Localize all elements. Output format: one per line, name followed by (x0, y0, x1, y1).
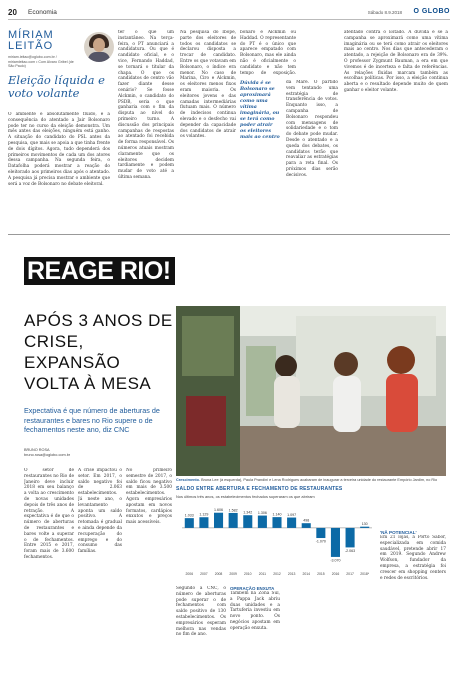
article-text-5: Também na Zona Sul, a Pappa Jack abriu duas unidades e a Tartuferia investiu em novo ponto. Os negócios apostam em operação enxuta. (230, 591, 280, 631)
chart-value-label: 1.140 (272, 512, 282, 517)
dateline: Sábado 8.9.2018 (367, 10, 402, 15)
pull-quote: Dúvida é se Bolsonaro se aproximará como uma vítima imaginária, ou se terá como poder atrair os eleitores mais ao centro (240, 80, 280, 140)
article-text-1: O setor de restaurantes no Rio de Janeiro deve incluir 2018 em seu balanço a volta ao crescimento de novas unidades depois de três anos de retração. A expectativa é de que o número de aberturas de restaurantes e bares volte a superar o de fechamentos. Entre 2015 e 2017, foram mais de 3.600 fechamentos. (24, 468, 74, 560)
chart-bar (331, 528, 340, 557)
chart-value-label: 130 (361, 522, 368, 527)
chart-value-label: 1.606 (214, 508, 224, 513)
column-text-3: Na pesquisa do Ibope, parte dos eleitores de todos os candidatos se declarou disposta a trocar de candidato. Entre os que votavam em Bolsonaro, o índice era menor. No caso de Marina, Ciro e Alckmin, os eleitores menos fixos eram maioria. Os eleitores jovens e das camadas intermediárias flutuam mais. O número de indecisos continua elevado e o desfecho vai depender da capacidade dos candidatos de atrair os volantes. (180, 30, 236, 140)
chart-subtitle: Nos últimos três anos, os estabelecimentos fechados superaram os que abriram (176, 494, 315, 499)
article-subhead: OPERAÇÃO ENXUTA (230, 586, 275, 591)
column-title: Eleição líquida e voto volante (8, 73, 105, 100)
chart-bar (258, 516, 267, 528)
article-dek: Expectativa é que número de aberturas de restaurantes e bares no Rio supere o de fechamentos neste ano, diz CNC (24, 406, 160, 434)
chart-bar (287, 518, 296, 528)
restaurant-photo-illustration (176, 306, 446, 476)
chart-plot (176, 499, 376, 577)
article-headline: APÓS 3 ANOS DE CRISE, EXPANSÃO VOLTA À MESA (24, 311, 173, 393)
chart-tick-label: 2007 (200, 572, 208, 576)
chart-value-label: 1.033 (184, 513, 194, 518)
brand-logo: O GLOBO (413, 8, 450, 15)
chart-value-label: -1.070 (315, 539, 326, 544)
columnist-surname: LEITÃO (8, 40, 54, 52)
chart-tick-label: 2010 (243, 572, 252, 576)
columnist-bio: miriam.leitao@oglobo.com.br / miriamleitao.com • Com Alvaro Gribel (de São Paulo) (8, 55, 74, 68)
chart-bar (316, 528, 325, 538)
chart-value-label: -2.063 (344, 548, 356, 553)
chart-tick-label: 2009 (229, 572, 237, 576)
chart-tick-label: 2008 (214, 572, 223, 576)
article-text-3: No primeiro semestre de 2017, o saldo ficou negativo em mais de 3.500 estabelecimentos. Agora empresários apostam em novos formatos, cardápios enxutos e preços mais acessíveis. (126, 468, 172, 526)
chart-tick-label: 2017 (346, 572, 354, 576)
article-text-4: Segundo a CNC, o número de aberturas pode superar o de fechamentos com saldo positivo de 130 estabelecimentos. Os empresários esperam melhora nas vendas no fim de ano. (176, 586, 226, 638)
chart-tick-label: 2014 (302, 572, 311, 576)
newspaper-page (8, 6, 450, 670)
chart-title: SALDO ENTRE ABERTURA E FECHAMENTO DE RESTAURANTES (176, 486, 343, 492)
photo-caption (176, 478, 446, 482)
caption-text: Bruna Lee (à esquerda), Paula Prandini e Lena Rodrigues acabaram de inaugurar a terceira unidade do restaurante Empório Jardim, no Rio (201, 478, 438, 482)
article-text-2: A crise impactou o setor. Em 2017, o saldo negativo foi de 2.063 estabelecimentos. Já neste ano, o levantamento aponta um saldo positivo. A retomada é gradual e ainda depende da recuperação do emprego e do consumo das famílias. (78, 468, 122, 555)
section-divider (8, 234, 450, 235)
chart-tick-label: 2015 (317, 572, 325, 576)
chart-value-label: 1.582 (228, 508, 238, 513)
section-name: Economia (28, 9, 57, 16)
chart-bar (302, 523, 311, 528)
chart-value-label: 498 (303, 518, 310, 523)
avatar-face (93, 38, 105, 52)
column-text-1: O ambiente é absolutamente fluido, e a consequência do atentado a Jair Bolsonaro pode ter no curso da eleição demonstra. Um mês antes das eleições, ninguém está ganho. A situação do candidato do PSL antes da pesquisa, que mais se apoia a que tinha frente de dois dígitos. Agora, tudo dependerá dos primeiros movimentos de cada um dos atores dessa campanha. Na segunda feira, o Datafolha poderá mostrar a reação do eleitorado aos primeiros dias após o atentado. A pesquisa já precisa mostrar o ambiente que será a voz de Bolsonaro no debate eleitoral. (8, 112, 110, 187)
sidebar-title: 'NÃ POTENCIAL' (380, 530, 417, 535)
chart-bar (214, 513, 223, 528)
chart-bar (360, 527, 369, 528)
avatar-body (88, 52, 110, 62)
sidebar-text: Em 21 lojas, a Porto Sabor, especializada em comida saudável, pretende abrir 17 em 2019. Segundo Andrew Wolfson, fundador da empresa, a estratégia foi crescer em shopping centers e redes de escritórios. (380, 535, 446, 581)
column-text-5: da Maré. O partido vem tentando uma estratégia de transferência de votos. Enquanto isso, a campanha de Bolsonaro respondeu com mensagens de solidariedade e o tom do debate pode mudar. Desde o atentado e a queda dos debates, os candidatos terão que reavaliar as estratégias para a reta final. Os próximos dias serão decisivos. (286, 80, 338, 178)
chart-value-label: 1.097 (287, 513, 297, 518)
columnist-avatar (84, 32, 114, 62)
subhead-block (230, 586, 280, 663)
chart-value-label: 1.342 (243, 510, 253, 515)
chart-bar (243, 515, 252, 528)
chart-value-label: 1.129 (199, 512, 209, 517)
column-text-2: ter o que um instantâneo. Na terça-feira, o PT anunciará a candidatura. Ou que é candidato oficial, e o vice, Fernando Haddad, se tornará o titular da chapa. O que os candidatos de centro vão fazer diante desse cenário? Se fosse Alckmin, o candidato do PSDB, seria o que ganharia com o fim da disputa ao nível do primeiro turno. A discussão dos principais campanhas de respostas ao atentado foi recebida de forma responsável. Os números atuais mostram claramente que os eleitores decidem tardiamente e podem mudar de voto até a última semana. (118, 30, 174, 180)
chart-bar (199, 517, 208, 528)
page-header (8, 6, 450, 20)
chart-bar (272, 517, 281, 528)
caption-label: Crescimento. (176, 478, 201, 482)
chart-tick-label: 2006 (185, 572, 194, 576)
balance-chart (176, 486, 376, 582)
columnist-name: MÍRIAM (8, 29, 54, 41)
column-text-4: bonaro e Alckmin ou Haddad. O representante do PT é o único que aparece empatado com Bolsonaro, mas ele ainda não é oficialmente o candidato e não tem tempo de exposição. (240, 30, 296, 76)
chart-tick-label: 2013 (287, 572, 296, 576)
reage-rio-logo-text: REAGE RIO! (24, 257, 175, 285)
article-byline: BRUNO ROSA bruno.rosa@oglobo.com.br (24, 448, 71, 457)
chart-bar (185, 518, 194, 528)
chart-bar (346, 528, 355, 548)
chart-value-label: -3.070 (330, 558, 341, 563)
page-number: 20 (8, 8, 17, 17)
sidebar (380, 486, 446, 666)
chart-tick-label: 2018* (360, 572, 370, 576)
restaurant-photo (176, 306, 446, 476)
reage-rio-logo (24, 257, 175, 285)
chart-tick-label: 2012 (273, 572, 281, 576)
chart-tick-label: 2011 (258, 572, 267, 576)
chart-bar (229, 513, 238, 528)
chart-value-label: 1.306 (257, 511, 267, 516)
chart-tick-label: 2016 (331, 572, 340, 576)
column-text-6: atentado contra o Estado. A dúvida é se a campanha se aproximará como uma vítima imaginária ou se terá como atrair os eleitores mais ao centro. Nos dias que antecederam o atentado, a rejeição de Bolsonaro era de 39%. O professor Zygmunt Bauman, a era em que vivemos é de incerteza e falta de referências. As relações fluidas marcam também as escolhas políticas. Por isso, a eleição continua aberta e o resultado depende muito de quem ganhar o eleitor volante. (344, 30, 448, 93)
column-header (8, 30, 94, 69)
